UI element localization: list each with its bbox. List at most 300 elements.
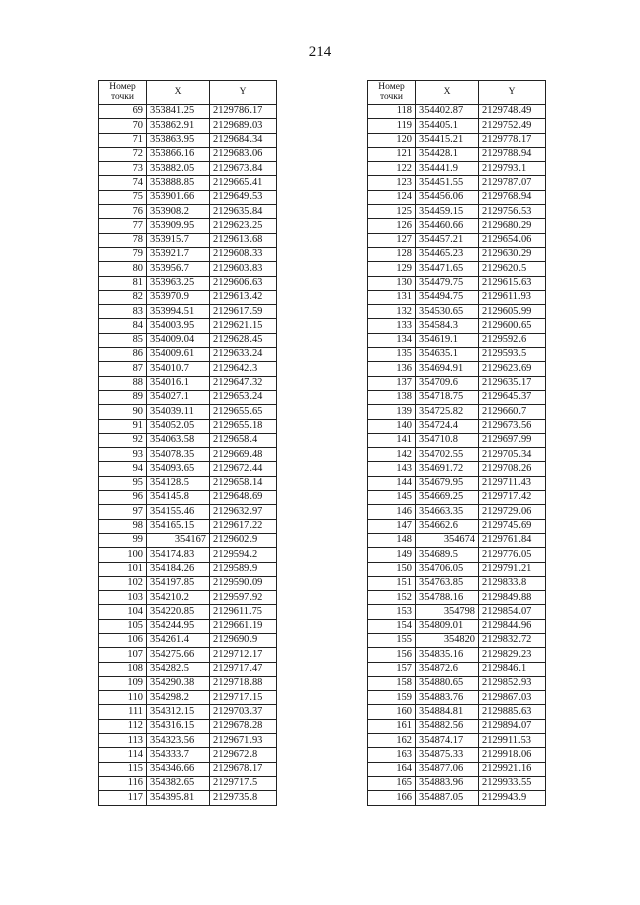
table-row — [99, 376, 277, 390]
x-cell: 354872.6 — [416, 662, 479, 676]
point-number-cell: 143 — [368, 462, 416, 476]
x-cell: 354725.82 — [416, 405, 479, 419]
y-cell: 2129623.69 — [479, 362, 546, 376]
x-cell: 354679.95 — [416, 476, 479, 490]
x-cell: 353970.9 — [147, 290, 210, 304]
point-number-cell: 86 — [99, 348, 147, 362]
x-cell: 354261.4 — [147, 633, 210, 647]
y-cell: 2129756.53 — [479, 205, 546, 219]
point-number-cell: 114 — [99, 748, 147, 762]
y-cell: 2129708.26 — [479, 462, 546, 476]
table-row — [99, 762, 277, 776]
table-row — [368, 562, 546, 576]
x-cell: 354875.33 — [416, 748, 479, 762]
y-cell: 2129894.07 — [479, 719, 546, 733]
y-cell: 2129672.8 — [210, 748, 277, 762]
point-number-cell: 91 — [99, 419, 147, 433]
y-cell: 2129776.05 — [479, 548, 546, 562]
y-cell: 2129717.47 — [210, 662, 277, 676]
table-row — [99, 533, 277, 547]
table-row — [99, 748, 277, 762]
table-row — [99, 605, 277, 619]
x-cell: 354718.75 — [416, 390, 479, 404]
table-row — [99, 419, 277, 433]
y-cell: 2129705.34 — [479, 448, 546, 462]
table-row — [368, 519, 546, 533]
table-row — [368, 548, 546, 562]
y-cell: 2129600.65 — [479, 319, 546, 333]
x-cell: 354884.81 — [416, 705, 479, 719]
table-row — [368, 662, 546, 676]
point-number-cell: 113 — [99, 734, 147, 748]
x-cell: 354465.23 — [416, 247, 479, 261]
x-cell: 354027.1 — [147, 390, 210, 404]
point-number-cell: 107 — [99, 648, 147, 662]
table-row — [368, 448, 546, 462]
point-number-cell: 108 — [99, 662, 147, 676]
table-row — [368, 605, 546, 619]
x-cell: 354710.8 — [416, 433, 479, 447]
table-row — [368, 648, 546, 662]
x-cell: 354244.95 — [147, 619, 210, 633]
table-row — [99, 462, 277, 476]
x-cell: 354039.11 — [147, 405, 210, 419]
table-row — [99, 276, 277, 290]
y-cell: 2129655.18 — [210, 419, 277, 433]
table-row — [368, 390, 546, 404]
point-number-cell: 146 — [368, 505, 416, 519]
table-row — [368, 219, 546, 233]
header-x: X — [416, 81, 479, 105]
y-cell: 2129718.88 — [210, 676, 277, 690]
page-number: 214 — [308, 44, 332, 60]
y-cell: 2129592.6 — [479, 333, 546, 347]
y-cell: 2129602.9 — [210, 533, 277, 547]
y-cell: 2129745.69 — [479, 519, 546, 533]
coordinates-table-left — [98, 80, 277, 806]
point-number-cell: 76 — [99, 205, 147, 219]
x-cell: 354016.1 — [147, 376, 210, 390]
y-cell: 2129832.72 — [479, 633, 546, 647]
y-cell: 2129665.41 — [210, 176, 277, 190]
point-number-cell: 149 — [368, 548, 416, 562]
table-row — [99, 576, 277, 590]
table-row — [368, 433, 546, 447]
x-cell: 354165.15 — [147, 519, 210, 533]
point-number-cell: 129 — [368, 262, 416, 276]
x-cell: 354702.55 — [416, 448, 479, 462]
x-cell: 354316.15 — [147, 719, 210, 733]
table-row — [99, 734, 277, 748]
point-number-cell: 152 — [368, 591, 416, 605]
table-row — [99, 233, 277, 247]
x-cell: 354835.16 — [416, 648, 479, 662]
table-row — [368, 419, 546, 433]
y-cell: 2129768.94 — [479, 190, 546, 204]
x-cell: 354584.3 — [416, 319, 479, 333]
x-cell: 354619.1 — [416, 333, 479, 347]
table-row — [368, 776, 546, 790]
point-number-cell: 133 — [368, 319, 416, 333]
point-number-cell: 77 — [99, 219, 147, 233]
point-number-cell: 78 — [99, 233, 147, 247]
point-number-cell: 125 — [368, 205, 416, 219]
x-cell: 354052.05 — [147, 419, 210, 433]
x-cell: 354402.87 — [416, 105, 479, 119]
table-row — [99, 548, 277, 562]
y-cell: 2129615.63 — [479, 276, 546, 290]
x-cell: 354145.8 — [147, 491, 210, 505]
point-number-cell: 90 — [99, 405, 147, 419]
point-number-cell: 87 — [99, 362, 147, 376]
table-row — [368, 333, 546, 347]
point-number-cell: 69 — [99, 105, 147, 119]
y-cell: 2129603.83 — [210, 262, 277, 276]
point-number-cell: 72 — [99, 147, 147, 161]
table-row — [99, 362, 277, 376]
y-cell: 2129791.21 — [479, 562, 546, 576]
y-cell: 2129611.75 — [210, 605, 277, 619]
y-cell: 2129911.53 — [479, 734, 546, 748]
point-number-cell: 92 — [99, 433, 147, 447]
table-row — [99, 162, 277, 176]
point-number-cell: 71 — [99, 133, 147, 147]
x-cell: 354063.58 — [147, 433, 210, 447]
point-number-cell: 127 — [368, 233, 416, 247]
point-number-cell: 106 — [99, 633, 147, 647]
table-row — [99, 219, 277, 233]
point-number-cell: 142 — [368, 448, 416, 462]
x-cell: 354788.16 — [416, 591, 479, 605]
table-row — [368, 348, 546, 362]
x-cell: 353909.95 — [147, 219, 210, 233]
x-cell: 354312.15 — [147, 705, 210, 719]
y-cell: 2129654.06 — [479, 233, 546, 247]
x-cell: 353862.91 — [147, 119, 210, 133]
x-cell: 353963.25 — [147, 276, 210, 290]
x-cell: 354706.05 — [416, 562, 479, 576]
table-row — [368, 762, 546, 776]
y-cell: 2129673.84 — [210, 162, 277, 176]
table-row — [368, 491, 546, 505]
table-row — [368, 276, 546, 290]
table-row — [368, 791, 546, 805]
point-number-cell: 119 — [368, 119, 416, 133]
y-cell: 2129717.42 — [479, 491, 546, 505]
header-y: Y — [479, 81, 546, 105]
table-row — [368, 734, 546, 748]
x-cell: 354460.66 — [416, 219, 479, 233]
y-cell: 2129786.17 — [210, 105, 277, 119]
x-cell: 354880.65 — [416, 676, 479, 690]
coordinates-table-right — [367, 80, 546, 806]
y-cell: 2129690.9 — [210, 633, 277, 647]
y-cell: 2129678.17 — [210, 762, 277, 776]
table-row — [368, 619, 546, 633]
y-cell: 2129617.59 — [210, 305, 277, 319]
point-number-cell: 158 — [368, 676, 416, 690]
x-cell: 354405.1 — [416, 119, 479, 133]
table-row — [368, 319, 546, 333]
point-number-cell: 102 — [99, 576, 147, 590]
point-number-cell: 148 — [368, 533, 416, 547]
table-row — [99, 262, 277, 276]
x-cell: 354662.6 — [416, 519, 479, 533]
table-row — [99, 776, 277, 790]
x-cell: 353888.85 — [147, 176, 210, 190]
y-cell: 2129597.92 — [210, 591, 277, 605]
table-row — [99, 247, 277, 261]
y-cell: 2129649.53 — [210, 190, 277, 204]
table-row — [368, 576, 546, 590]
table-row — [368, 376, 546, 390]
y-cell: 2129611.93 — [479, 290, 546, 304]
y-cell: 2129635.84 — [210, 205, 277, 219]
table-row — [368, 476, 546, 490]
x-cell: 354078.35 — [147, 448, 210, 462]
y-cell: 2129589.9 — [210, 562, 277, 576]
x-cell: 354010.7 — [147, 362, 210, 376]
point-number-cell: 159 — [368, 691, 416, 705]
point-number-cell: 117 — [99, 791, 147, 805]
point-number-cell: 93 — [99, 448, 147, 462]
table-row — [99, 791, 277, 805]
x-cell: 354459.15 — [416, 205, 479, 219]
table-row — [99, 319, 277, 333]
x-cell: 354689.5 — [416, 548, 479, 562]
x-cell: 354210.2 — [147, 591, 210, 605]
y-cell: 2129617.22 — [210, 519, 277, 533]
x-cell: 354809.01 — [416, 619, 479, 633]
table-row — [99, 190, 277, 204]
table-row — [368, 405, 546, 419]
table-row — [368, 676, 546, 690]
table-row — [368, 290, 546, 304]
table-row — [99, 619, 277, 633]
table-row — [99, 491, 277, 505]
point-number-cell: 99 — [99, 533, 147, 547]
point-number-cell: 100 — [99, 548, 147, 562]
point-number-cell: 81 — [99, 276, 147, 290]
y-cell: 2129623.25 — [210, 219, 277, 233]
table-row — [99, 476, 277, 490]
x-cell: 354003.95 — [147, 319, 210, 333]
x-cell: 354877.06 — [416, 762, 479, 776]
point-number-cell: 160 — [368, 705, 416, 719]
x-cell: 354009.61 — [147, 348, 210, 362]
x-cell: 354798 — [416, 605, 479, 619]
table-row — [368, 748, 546, 762]
table-row — [368, 176, 546, 190]
table-row — [99, 348, 277, 362]
x-cell: 353921.7 — [147, 247, 210, 261]
table-row — [368, 462, 546, 476]
y-cell: 2129605.99 — [479, 305, 546, 319]
point-number-cell: 94 — [99, 462, 147, 476]
y-cell: 2129613.42 — [210, 290, 277, 304]
point-number-cell: 82 — [99, 290, 147, 304]
point-number-cell: 154 — [368, 619, 416, 633]
y-cell: 2129829.23 — [479, 648, 546, 662]
point-number-cell: 153 — [368, 605, 416, 619]
x-cell: 354882.56 — [416, 719, 479, 733]
point-number-cell: 162 — [368, 734, 416, 748]
x-cell: 354174.83 — [147, 548, 210, 562]
x-cell: 353908.2 — [147, 205, 210, 219]
y-cell: 2129854.07 — [479, 605, 546, 619]
table-row — [368, 505, 546, 519]
point-number-cell: 145 — [368, 491, 416, 505]
table-row — [368, 119, 546, 133]
y-cell: 2129933.55 — [479, 776, 546, 790]
y-cell: 2129921.16 — [479, 762, 546, 776]
table-row — [99, 562, 277, 576]
y-cell: 2129844.96 — [479, 619, 546, 633]
point-number-cell: 70 — [99, 119, 147, 133]
x-cell: 354669.25 — [416, 491, 479, 505]
table-row — [368, 247, 546, 261]
y-cell: 2129735.8 — [210, 791, 277, 805]
y-cell: 2129711.43 — [479, 476, 546, 490]
y-cell: 2129729.06 — [479, 505, 546, 519]
x-cell: 354128.5 — [147, 476, 210, 490]
table-row — [99, 505, 277, 519]
point-number-cell: 101 — [99, 562, 147, 576]
point-number-cell: 163 — [368, 748, 416, 762]
table-row — [368, 233, 546, 247]
table-row — [99, 691, 277, 705]
x-cell: 354883.76 — [416, 691, 479, 705]
y-cell: 2129647.32 — [210, 376, 277, 390]
point-number-cell: 128 — [368, 247, 416, 261]
point-number-cell: 124 — [368, 190, 416, 204]
y-cell: 2129680.29 — [479, 219, 546, 233]
x-cell: 354382.65 — [147, 776, 210, 790]
point-number-cell: 150 — [368, 562, 416, 576]
point-number-cell: 147 — [368, 519, 416, 533]
y-cell: 2129849.88 — [479, 591, 546, 605]
point-number-cell: 164 — [368, 762, 416, 776]
point-number-cell: 73 — [99, 162, 147, 176]
table-row — [99, 305, 277, 319]
table-row — [368, 591, 546, 605]
y-cell: 2129678.28 — [210, 719, 277, 733]
table-row — [99, 433, 277, 447]
point-number-cell: 112 — [99, 719, 147, 733]
point-number-cell: 103 — [99, 591, 147, 605]
x-cell: 354820 — [416, 633, 479, 647]
y-cell: 2129620.5 — [479, 262, 546, 276]
point-number-cell: 136 — [368, 362, 416, 376]
y-cell: 2129594.2 — [210, 548, 277, 562]
table-row — [368, 533, 546, 547]
y-cell: 2129593.5 — [479, 348, 546, 362]
point-number-cell: 165 — [368, 776, 416, 790]
y-cell: 2129645.37 — [479, 390, 546, 404]
x-cell: 354494.75 — [416, 290, 479, 304]
point-number-cell: 123 — [368, 176, 416, 190]
x-cell: 354290.38 — [147, 676, 210, 690]
x-cell: 354167 — [147, 533, 210, 547]
x-cell: 354457.21 — [416, 233, 479, 247]
table-row — [99, 290, 277, 304]
table-row — [99, 205, 277, 219]
x-cell: 353901.66 — [147, 190, 210, 204]
table-row — [99, 448, 277, 462]
table-row — [99, 591, 277, 605]
table-row — [368, 691, 546, 705]
y-cell: 2129712.17 — [210, 648, 277, 662]
y-cell: 2129683.06 — [210, 147, 277, 161]
y-cell: 2129867.03 — [479, 691, 546, 705]
point-number-cell: 157 — [368, 662, 416, 676]
x-cell: 353882.05 — [147, 162, 210, 176]
table-row — [99, 390, 277, 404]
x-cell: 354323.56 — [147, 734, 210, 748]
table-row — [99, 519, 277, 533]
y-cell: 2129717.15 — [210, 691, 277, 705]
y-cell: 2129778.17 — [479, 133, 546, 147]
x-cell: 354275.66 — [147, 648, 210, 662]
x-cell: 354282.5 — [147, 662, 210, 676]
point-number-cell: 155 — [368, 633, 416, 647]
y-cell: 2129653.24 — [210, 390, 277, 404]
x-cell: 353956.7 — [147, 262, 210, 276]
y-cell: 2129608.33 — [210, 247, 277, 261]
point-number-cell: 134 — [368, 333, 416, 347]
point-number-cell: 116 — [99, 776, 147, 790]
point-number-cell: 105 — [99, 619, 147, 633]
x-cell: 354298.2 — [147, 691, 210, 705]
point-number-cell: 97 — [99, 505, 147, 519]
point-number-cell: 132 — [368, 305, 416, 319]
y-cell: 2129918.06 — [479, 748, 546, 762]
table-row — [99, 105, 277, 119]
y-cell: 2129635.17 — [479, 376, 546, 390]
y-cell: 2129761.84 — [479, 533, 546, 547]
table-row — [99, 648, 277, 662]
y-cell: 2129885.63 — [479, 705, 546, 719]
table-row — [368, 305, 546, 319]
table-row — [368, 162, 546, 176]
x-cell: 354456.06 — [416, 190, 479, 204]
x-cell: 354674 — [416, 533, 479, 547]
x-cell: 353866.16 — [147, 147, 210, 161]
x-cell: 354887.05 — [416, 791, 479, 805]
x-cell: 354530.65 — [416, 305, 479, 319]
y-cell: 2129655.65 — [210, 405, 277, 419]
y-cell: 2129852.93 — [479, 676, 546, 690]
y-cell: 2129833.8 — [479, 576, 546, 590]
table-header-row — [368, 81, 546, 105]
point-number-cell: 83 — [99, 305, 147, 319]
x-cell: 354635.1 — [416, 348, 479, 362]
y-cell: 2129684.34 — [210, 133, 277, 147]
point-number-cell: 161 — [368, 719, 416, 733]
x-cell: 354883.96 — [416, 776, 479, 790]
x-cell: 354428.1 — [416, 147, 479, 161]
table-row — [99, 176, 277, 190]
y-cell: 2129621.15 — [210, 319, 277, 333]
x-cell: 354763.85 — [416, 576, 479, 590]
x-cell: 354155.46 — [147, 505, 210, 519]
table-row — [368, 133, 546, 147]
point-number-cell: 75 — [99, 190, 147, 204]
x-cell: 354874.17 — [416, 734, 479, 748]
point-number-cell: 88 — [99, 376, 147, 390]
table-row — [368, 190, 546, 204]
point-number-cell: 96 — [99, 491, 147, 505]
